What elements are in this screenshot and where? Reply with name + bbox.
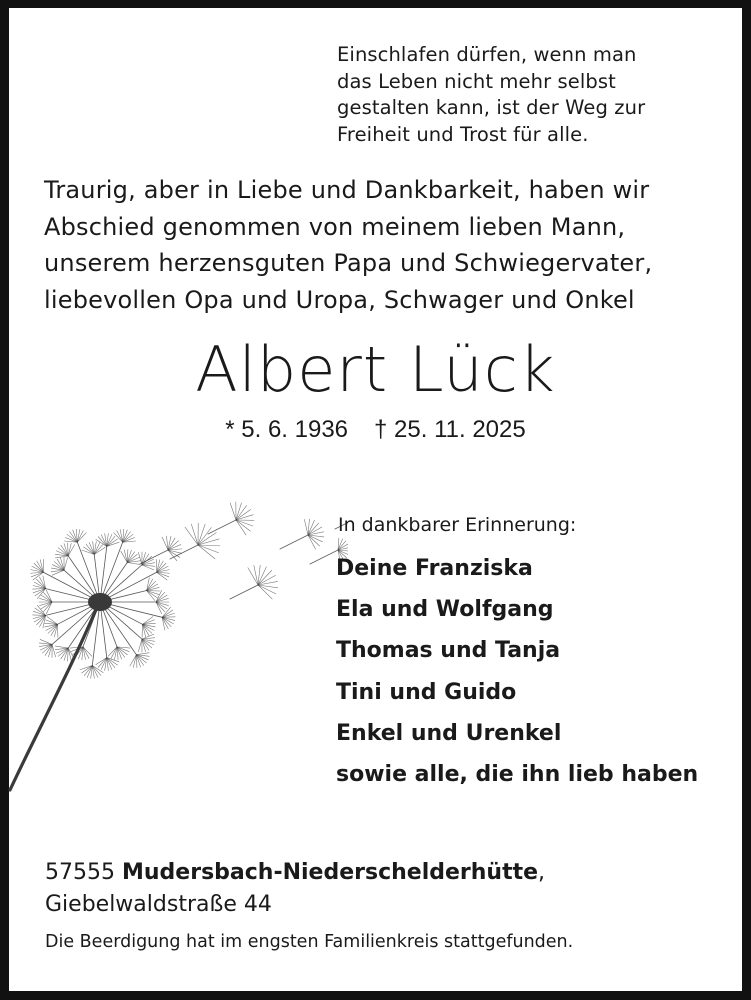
intro-text [44,172,734,318]
intro-line: unserem herzensguten Papa und Schwiegervater, [44,249,653,277]
postcode: 57555 [45,860,115,885]
funeral-notice: Die Beerdigung hat im engsten Familienkreis stattgefunden. [45,932,574,952]
mourner-name: Deine Franziska [336,556,533,581]
mourner-name: sowie alle, die ihn lieb haben [336,762,699,788]
intro-line: Traurig, aber in Liebe und Dankbarkeit, haben wir [44,176,650,204]
memory-heading: In dankbarer Erinnerung: [338,514,577,536]
quote-line: gestalten kann, ist der Weg zur [337,96,646,119]
deceased-name: Albert Lück [195,333,556,406]
birth-date: * 5. 6. 1936 [225,416,349,443]
dandelion-illustration-icon [8,490,348,795]
address-comma: , [538,860,546,885]
mourner-name: Thomas und Tanja [336,638,561,664]
town-name: Mudersbach-Niederschelderhütte [122,860,539,885]
address-block [45,857,545,921]
street-address: Giebelwaldstraße 44 [45,892,272,917]
quote-line: Freiheit und Trost für alle. [337,122,589,146]
quote-block [337,42,717,148]
mourner-name: Ela und Wolfgang [336,597,554,623]
intro-line: liebevollen Opa und Uropa, Schwager und Onkel [44,285,635,314]
mourners-list [336,548,698,795]
mourner-name: Enkel und Urenkel [336,720,562,746]
mourner-name: Tini und Guido [336,679,517,705]
death-date: † 25. 11. 2025 [374,416,526,443]
intro-line: Abschied genommen von meinem lieben Mann, [44,212,626,241]
quote-line: das Leben nicht mehr selbst [337,69,616,93]
quote-line: Einschlafen dürfen, wenn man [337,43,637,66]
life-dates [0,413,751,447]
